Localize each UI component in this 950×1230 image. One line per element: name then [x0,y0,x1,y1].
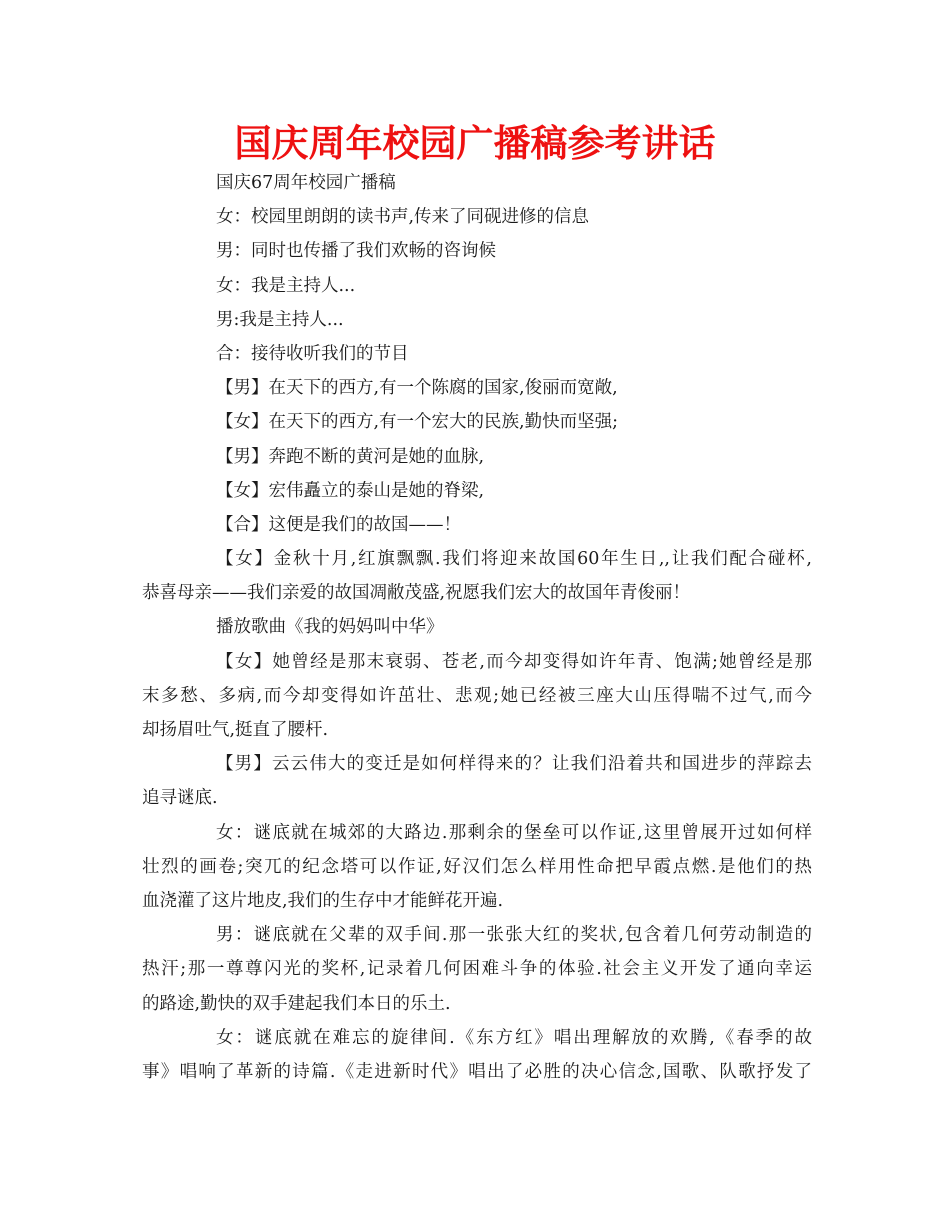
paragraph-line: 恭喜母亲——我们亲爱的故国凋敝茂盛,祝愿我们宏大的故国年青俊丽！ [142,583,691,604]
paragraph-line: 【女】在天下的西方,有一个宏大的民族,勤快而坚强; [216,412,619,433]
paragraph-line: 女：我是主持人... [216,275,356,296]
paragraph-line: 男：谜底就在父辈的双手间.那一张张大红的奖状,包含着几何劳动制造的 [216,925,812,946]
paragraph-line: 【男】云云伟大的变迁是如何样得来的？让我们沿着共和国进步的萍踪去 [216,754,812,775]
paragraph-line: 却扬眉吐气,挺直了腰杆. [142,720,329,740]
paragraph-line: 【男】在天下的西方,有一个陈腐的国家,俊丽而宽敞, [216,378,618,399]
paragraph-line: 的路途,勤快的双手建起我们本日的乐土. [142,993,451,1014]
paragraph-line: 血浇灌了这片地皮,我们的生存中才能鲜花开遍. [142,890,504,911]
paragraph-line: 播放歌曲《我的妈妈叫中华》 [216,617,444,638]
paragraph-line: 末多愁、多病,而今却变得如许茁壮、悲观;她已经被三座大山压得喘不过气,而今 [142,685,812,706]
paragraph-line: 壮烈的画卷;突兀的纪念塔可以作证,好汉们怎么样用性命把早霞点燃.是他们的热 [142,856,812,877]
paragraph-line: 【女】宏伟矗立的泰山是她的脊梁, [216,480,485,501]
paragraph-line: 事》唱响了革新的诗篇.《走进新时代》唱出了必胜的决心信念,国歌、队歌抒发了 [142,1061,812,1082]
paragraph-line: 【合】这便是我们的故国——！ [216,514,461,535]
paragraph-line: 女：校园里朗朗的读书声,传来了同砚进修的信息 [216,207,590,228]
paragraph-line: 女：谜底就在城郊的大路边.那剩余的堡垒可以作证,这里曾展开过如何样 [216,822,812,843]
document-title: 国庆周年校园广播稿参考讲话 [234,122,716,165]
paragraph-line: 男:我是主持人... [216,309,344,330]
paragraph-line: 【女】她曾经是那末衰弱、苍老,而今却变得如许年青、饱满;她曾经是那 [216,651,812,672]
paragraph-line: 合：接待收听我们的节目 [216,343,409,364]
paragraph-line: 热汗;那一尊尊闪光的奖杯,记录着几何困难斗争的体验.社会主义开发了通向幸运 [142,959,812,980]
paragraph-line: 【女】金秋十月,红旗飘飘.我们将迎来故国60年生日,,让我们配合碰杯, [216,549,812,570]
paragraph-line: 男：同时也传播了我们欢畅的咨询候 [216,241,496,262]
paragraph-line: 国庆67周年校园广播稿 [216,173,396,193]
document-body [142,166,812,1089]
paragraph-line: 【男】奔跑不断的黄河是她的血脉, [216,446,485,467]
paragraph-line: 追寻谜底. [142,788,218,809]
paragraph-line: 女：谜底就在难忘的旋律间.《东方红》唱出理解放的欢腾,《春季的故 [216,1027,812,1048]
